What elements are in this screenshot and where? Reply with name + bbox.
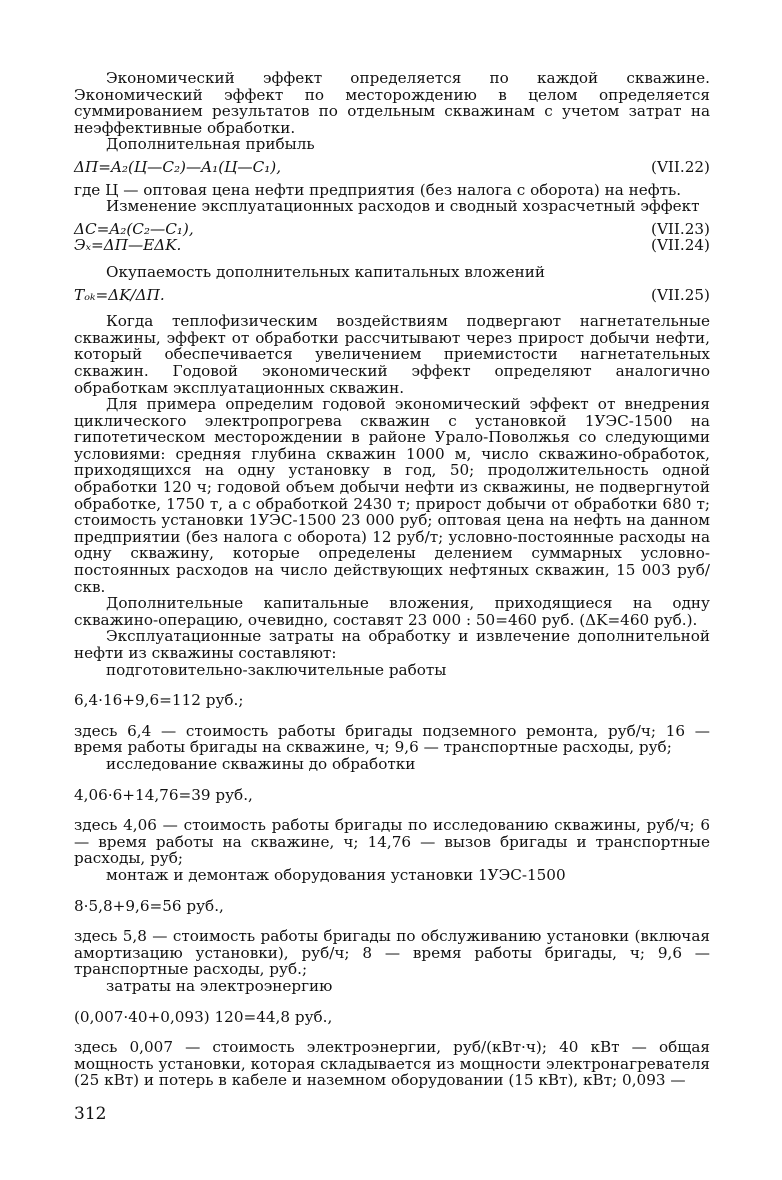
paragraph: затраты на электроэнергию [106,976,333,995]
equation-vii-24 [74,237,710,254]
equation-number: (VII.23) [651,219,710,238]
paragraph: Окупаемость дополнительных капитальных вложений [106,262,546,281]
paragraph: Когда теплофизическим воздействиям подвергают нагнетательные скважины, эффект от обработки рассчитывают через прирост добычи нефти, который обеспечивается увеличением приемистости нагнетательных скважин. Годовой экономический эффект определяют аналогично обработкам эксплуатационных скважин. [74,312,710,397]
page-body [74,70,710,1089]
equation-vii-22 [74,159,710,176]
equation-vii-23 [74,221,710,238]
calculation: (0,007·40+0,093) 120=44,8 руб., [74,1007,333,1026]
paragraph: Дополнительные капитальные вложения, приходящиеся на одну скважино-операцию, очевидно, составят 23 000 : 50=460 руб. (ΔK=460 руб.). [74,594,710,629]
equation-number: (VII.25) [651,285,710,304]
paragraph: Изменение эксплуатационных расходов и сводный хозрасчетный эффект [106,197,700,216]
paragraph: подготовительно-заключительные работы [106,660,447,679]
paragraph: здесь 5,8 — стоимость работы бригады по обслуживанию установки (включая амортизацию установки), руб/ч; 8 — время работы бригады, ч; 9,6 — транспортные расходы, руб.; [74,927,710,979]
equation-number: (VII.24) [651,236,710,255]
calculation: 4,06·6+14,76=39 руб., [74,785,253,804]
calculation: 6,4·16+9,6=112 руб.; [74,691,244,710]
equation-formula: Эₓ=ΔП—EΔK. [74,236,182,255]
paragraph: монтаж и демонтаж оборудования установки 1УЭС-1500 [106,865,566,884]
equation-vii-25 [74,287,710,304]
paragraph: Для примера определим годовой экономический эффект от внедрения циклического электропрогрева скважин с установкой 1УЭС-1500 на гипотетическом месторождении в районе Урало-Поволжья со следующими условиями: средняя глубина скважин 1000 м, число скважино-обработок, приходящихся на одну установку в год, 50; продолжительность одной обработки 120 ч; годовой объем добычи нефти из скважины, не подвергнутой обработке, 1750 т, а с обработкой 2430 т; прирост добычи от обработки 680 т; стоимость установки 1УЭС-1500 23 000 руб; оптовая цена на нефть на данном предприятии (без налога с оборота) 12 руб/т; условно-постоянные расходы на одну скважину, которые определены делением суммарных условно-постоянных расходов на число действующих нефтяных скважин, 15 003 руб/скв. [74,395,710,596]
page-number: 312 [74,1104,107,1124]
equation-formula: Tₒₖ=ΔK/ΔП. [74,285,165,304]
equation-formula: ΔC=A₂(C₂—C₁), [74,219,194,238]
paragraph: Экономический эффект определяется по каждой скважине. Экономический эффект по месторождению в целом определяется суммированием результатов по отдельным скважинам с учетом затрат на неэффективные обработки. [74,69,710,137]
calculation: 8·5,8+9,6=56 руб., [74,896,224,915]
paragraph: здесь 0,007 — стоимость электроэнергии, руб/(кВт·ч); 40 кВт — общая мощность установки, которая складывается из мощности электронагревателя (25 кВт) и потерь в кабеле и наземном оборудовании (15 кВт), кВт; 0,093 — [74,1038,710,1090]
paragraph: исследование скважины до обработки [106,754,416,773]
equation-number: (VII.22) [651,157,710,176]
paragraph: где Ц — оптовая цена нефти предприятия (без налога с оборота) на нефть. [74,180,682,199]
paragraph: Эксплуатационные затраты на обработку и извлечение дополнительной нефти из скважины составляют: [74,627,710,662]
equation-formula: ΔП=A₂(Ц—C₂)—A₁(Ц—C₁), [74,157,282,176]
paragraph: здесь 6,4 — стоимость работы бригады подземного ремонта, руб/ч; 16 — время работы бригады на скважине, ч; 9,6 — транспортные расходы, руб; [74,721,710,757]
paragraph: здесь 4,06 — стоимость работы бригады по исследованию скважины, руб/ч; 6 — время работы на скважине, ч; 14,76 — вызов бригады и транспортные расходы, руб; [74,816,710,868]
paragraph: Дополнительная прибыль [106,135,315,154]
